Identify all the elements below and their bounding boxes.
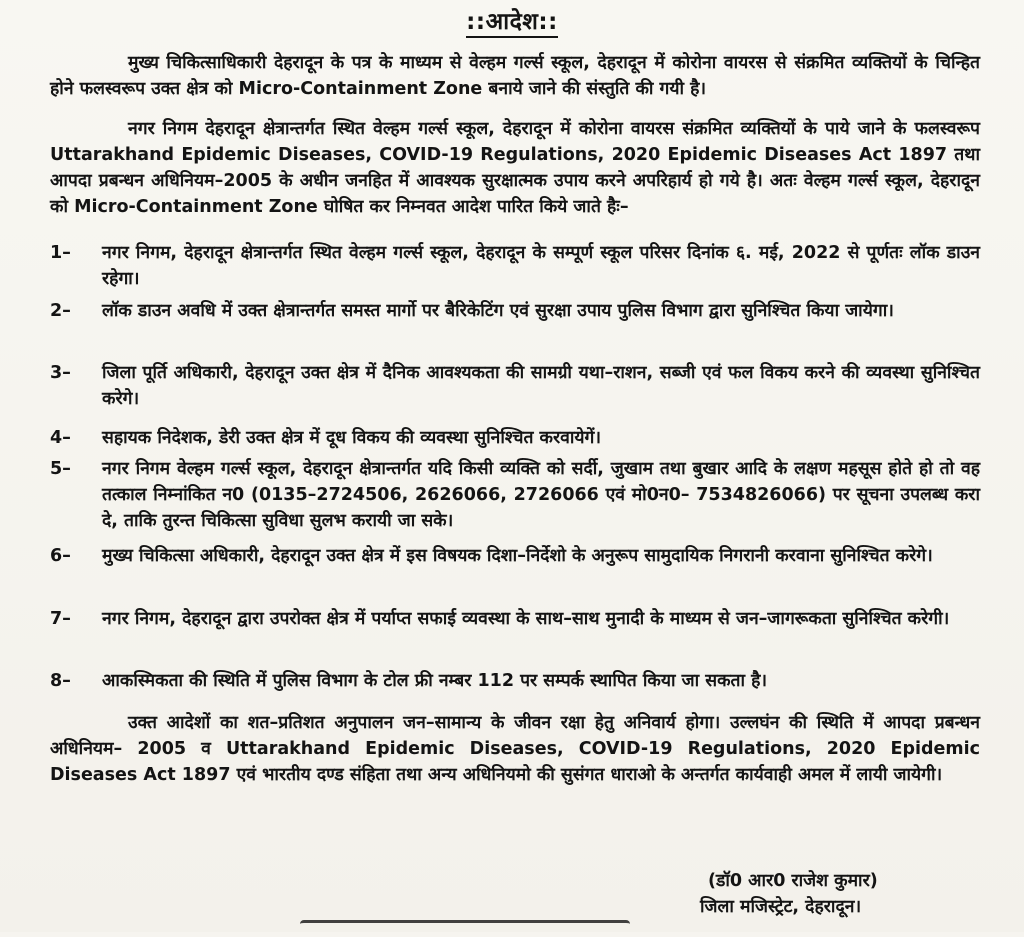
order-item-7 <box>50 606 980 632</box>
order-item-text: नगर निगम वेल्हम गर्ल्स स्कूल, देहरादून क्षेत्रान्तर्गत यदि किसी व्यक्ति को सर्दी, जुखाम तथा बुखार आदि के लक्षण महसूस होते हो तो वह तत्काल निम्नांकित न0 (0135–2724506, 2626066, 2726066 एवं मो0न0– 7534826066) पर सूचना उपलब्ध करा दे, ताकि तुरन्त चिकित्सा सुविधा सुलभ करायी जा सके। <box>102 459 980 531</box>
order-item-text: मुख्य चिकित्सा अधिकारी, देहरादून उक्त क्षेत्र में इस विषयक दिशा–निर्देशो के अनुरूप सामुदायिक निगरानी करवाना सुनिश्चित करेगे। <box>102 546 933 566</box>
order-item-number: 7– <box>50 609 71 629</box>
order-title <box>0 4 1024 36</box>
order-item-6 <box>50 543 980 569</box>
order-item-text: सहायक निदेशक, डेरी उक्त क्षेत्र में दूध विकय की व्यवस्था सुनिश्चित करवायेगें। <box>102 428 602 448</box>
signatory-name: (डॉ0 आर0 राजेश कुमार) <box>708 871 878 891</box>
order-item-5 <box>50 456 980 534</box>
order-item-text: नगर निगम, देहरादून क्षेत्रान्तर्गत स्थित वेल्हम गर्ल्स स्कूल, देहरादून के सम्पूर्ण स्कूल परिसर दिनांक ६. मई, 2022 से पूर्णतः लॉक डाउन रहेगा। <box>102 243 980 289</box>
closing-paragraph: उक्त आदेशों का शत–प्रतिशत अनुपालन जन–सामान्य के जीवन रक्षा हेतु अनिवार्य होगा। उल्लघंन की स्थिति में आपदा प्रबन्धन अधिनियम– 2005 व Uttarakhand Epidemic Diseases, COVID-19 Regulations, 2020 Epidemic Diseases Act 1897 एवं भारतीय दण्ड संहिता तथा अन्य अधिनियमो की सुसंगत धाराओ के अन्तर्गत कार्यवाही अमल में लायी जायेगी। <box>50 713 980 785</box>
order-item-1 <box>50 240 980 292</box>
order-item-text: जिला पूर्ति अधिकारी, देहरादून उक्त क्षेत्र में दैनिक आवश्यकता की सामग्री यथा–राशन, सब्जी एवं फल विकय करने की व्यवस्था सुनिश्चित करेगे। <box>102 363 980 409</box>
order-item-number: 5– <box>50 459 71 479</box>
signatory-designation: जिला मजिस्ट्रेट, देहरादून। <box>700 897 862 917</box>
order-item-4 <box>50 425 980 451</box>
cropped-text-edge <box>300 920 630 937</box>
order-item-number: 4– <box>50 428 71 448</box>
order-item-number: 8– <box>50 671 71 691</box>
order-item-text: लॉक डाउन अवधि में उक्त क्षेत्रान्तर्गत समस्त मार्गो पर बैरिकेटिंग एवं सुरक्षा उपाय पुलिस विभाग द्वारा सुनिश्चित किया जायेगा। <box>102 301 894 321</box>
intro-paragraph: मुख्य चिकित्साधिकारी देहरादून के पत्र के माध्यम से वेल्हम गर्ल्स स्कूल, देहरादून में कोरोना वायरस से संक्रमित व्यक्तियों के चिन्हित होने फलस्वरूप उक्त क्षेत्र को Micro-Containment Zone बनाये जाने की संस्तुति की गयी है। <box>50 53 980 99</box>
order-item-text: आकस्मिकता की स्थिति में पुलिस विभाग के टोल फ्री नम्बर 112 पर सम्पर्क स्थापित किया जा सकता है। <box>102 671 768 691</box>
order-item-8 <box>50 668 980 694</box>
order-title-text: ::आदेश:: <box>466 9 558 38</box>
order-item-number: 6– <box>50 546 71 566</box>
order-item-3 <box>50 360 980 412</box>
order-item-text: नगर निगम, देहरादून द्वारा उपरोक्त क्षेत्र में पर्याप्त सफाई व्यवस्था के साथ–साथ मुनादी के माध्यम से जन–जागरूकता सुनिश्चित करेगी। <box>102 609 950 629</box>
order-item-2 <box>50 298 980 324</box>
signature-block <box>700 868 1000 920</box>
order-item-number: 3– <box>50 363 71 383</box>
context-paragraph: नगर निगम देहरादून क्षेत्रान्तर्गत स्थित वेल्हम गर्ल्स स्कूल, देहरादून में कोरोना वायरस संक्रमित व्यक्तियों के पाये जाने के फलस्वरूप Uttarakhand Epidemic Diseases, COVID-19 Regulations, 2020 Epidemic Diseases Act 1897 तथा आपदा प्रबन्धन अधिनियम–2005 के अधीन जनहित में आवश्यक सुरक्षात्मक उपाय करने अपरिहार्य हो गये है। अतः वेल्हम गर्ल्स स्कूल, देहरादून को Micro-Containment Zone घोषित कर निम्नवत आदेश पारित किये जाते हैः– <box>50 119 980 217</box>
order-item-number: 2– <box>50 301 71 321</box>
order-item-number: 1– <box>50 243 71 263</box>
